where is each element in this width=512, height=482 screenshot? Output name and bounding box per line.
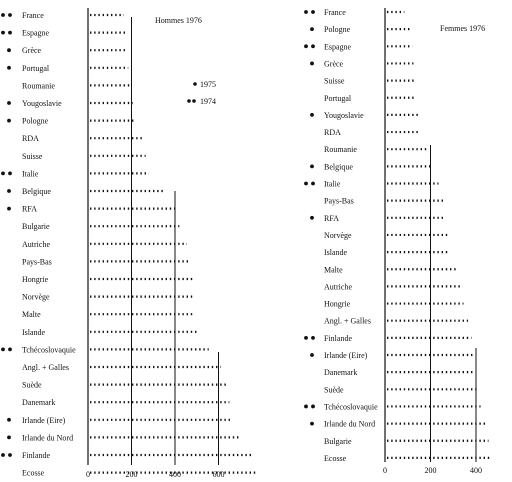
category-label: Islande bbox=[22, 327, 46, 337]
year-marker-dot bbox=[304, 10, 308, 14]
year-marker-dot bbox=[304, 182, 308, 186]
category-label: Bulgarie bbox=[324, 436, 352, 446]
category-label: Italie bbox=[324, 179, 341, 189]
category-label: Italie bbox=[22, 169, 39, 179]
year-marker-dot bbox=[1, 172, 5, 176]
category-label: RFA bbox=[324, 213, 339, 223]
year-marker-dot bbox=[310, 27, 314, 31]
x-tick-label: 0 bbox=[86, 470, 90, 479]
category-label: Roumanie bbox=[22, 81, 55, 91]
category-label: Yougoslavie bbox=[22, 99, 62, 108]
legend-label-1974: 1974 bbox=[200, 97, 216, 106]
category-label: France bbox=[324, 8, 346, 17]
chart-title-hommes: Hommes 1976 bbox=[155, 16, 202, 25]
category-label: Suède bbox=[324, 385, 344, 395]
year-marker-dot bbox=[310, 164, 314, 168]
category-label: Danemark bbox=[22, 398, 56, 408]
category-label: Hongrie bbox=[324, 299, 351, 309]
category-label: Malte bbox=[22, 310, 41, 320]
category-label: Autriche bbox=[324, 282, 352, 292]
x-tick-label: 400 bbox=[470, 466, 482, 475]
legend-label-1975: 1975 bbox=[200, 80, 216, 89]
category-label: Espagne bbox=[22, 28, 50, 38]
year-marker-dot bbox=[8, 31, 12, 35]
chart-title-femmes: Femmes 1976 bbox=[440, 24, 486, 33]
category-label: Portugal bbox=[324, 93, 352, 103]
category-label: Norvège bbox=[22, 292, 50, 302]
year-marker-dot bbox=[311, 10, 315, 14]
category-label: Angl. + Galles bbox=[324, 316, 371, 326]
year-marker-dot bbox=[310, 216, 314, 220]
x-tick-label: 600 bbox=[212, 470, 225, 479]
year-marker-dot bbox=[1, 348, 5, 352]
year-marker-dot bbox=[7, 48, 11, 52]
year-marker-dot bbox=[310, 62, 314, 66]
x-tick-label: 0 bbox=[383, 466, 387, 475]
year-marker-dot bbox=[304, 44, 308, 48]
year-marker-dot bbox=[310, 353, 314, 357]
year-marker-dot bbox=[311, 182, 315, 186]
year-marker-dot bbox=[7, 66, 11, 70]
year-marker-dot bbox=[304, 405, 308, 409]
year-marker-dot bbox=[1, 13, 5, 17]
category-label: Islande bbox=[324, 248, 348, 258]
legend-two-dots-icon bbox=[192, 99, 196, 103]
category-label: Belgique bbox=[22, 187, 51, 196]
category-label: Tchécoslovaquie bbox=[22, 345, 76, 355]
year-marker-dot bbox=[310, 113, 314, 117]
category-label: Ecosse bbox=[22, 468, 45, 478]
category-label: RFA bbox=[22, 204, 37, 214]
category-label: Angl. + Galles bbox=[22, 363, 69, 372]
year-marker-dot bbox=[311, 44, 315, 48]
category-label: Irlande du Nord bbox=[22, 433, 74, 443]
year-marker-dot bbox=[8, 453, 12, 457]
category-label: Pays-Bas bbox=[22, 257, 52, 267]
legend-one-dot-icon bbox=[193, 82, 197, 86]
year-marker-dot bbox=[7, 119, 11, 123]
year-marker-dot bbox=[7, 436, 11, 440]
category-label: Irlande (Eire) bbox=[324, 351, 368, 360]
year-marker-dot bbox=[1, 453, 5, 457]
category-label: Irlande du Nord bbox=[324, 419, 376, 429]
category-label: Ecosse bbox=[324, 453, 347, 463]
category-label: Portugal bbox=[22, 63, 50, 73]
year-marker-dot bbox=[310, 422, 314, 426]
legend-two-dots-icon bbox=[187, 99, 191, 103]
category-label: Hongrie bbox=[22, 275, 49, 284]
category-label: France bbox=[22, 11, 44, 20]
category-label: Tchécoslovaquie bbox=[324, 402, 378, 412]
category-label: Suisse bbox=[22, 151, 43, 161]
year-legend bbox=[187, 80, 216, 106]
category-label: Autriche bbox=[22, 239, 50, 249]
category-label: Finlande bbox=[324, 333, 352, 343]
category-label: Grèce bbox=[22, 46, 42, 56]
category-label: Pays-Bas bbox=[324, 196, 354, 206]
category-label: Yougoslavie bbox=[324, 110, 364, 120]
year-marker-dot bbox=[1, 31, 5, 35]
category-label: RDA bbox=[22, 134, 39, 144]
year-marker-dot bbox=[8, 172, 12, 176]
category-label: Danemark bbox=[324, 368, 358, 378]
year-marker-dot bbox=[7, 207, 11, 211]
x-tick-label: 400 bbox=[169, 470, 181, 479]
year-marker-dot bbox=[7, 189, 11, 193]
year-marker-dot bbox=[7, 101, 11, 105]
year-marker-dot bbox=[311, 336, 315, 340]
category-label: Pologne bbox=[22, 116, 49, 126]
category-label: Pologne bbox=[324, 25, 351, 35]
year-marker-dot bbox=[8, 13, 12, 17]
category-label: Irlande (Eire) bbox=[22, 415, 66, 425]
category-label: Suède bbox=[22, 380, 42, 390]
category-label: Bulgarie bbox=[22, 222, 50, 232]
year-marker-dot bbox=[304, 336, 308, 340]
category-label: RDA bbox=[324, 128, 341, 138]
category-label: Grèce bbox=[324, 59, 344, 69]
category-label: Malte bbox=[324, 265, 343, 275]
year-marker-dot bbox=[7, 418, 11, 422]
category-label: Finlande bbox=[22, 451, 50, 460]
x-tick-label: 200 bbox=[424, 466, 437, 475]
panel-hommes bbox=[1, 8, 256, 479]
category-label: Roumanie bbox=[324, 145, 357, 155]
x-tick-label: 200 bbox=[125, 470, 138, 479]
panel-femmes bbox=[304, 8, 492, 475]
category-label: Norvège bbox=[324, 230, 352, 240]
category-label: Belgique bbox=[324, 162, 353, 172]
category-label: Suisse bbox=[324, 76, 345, 86]
year-marker-dot bbox=[311, 405, 315, 409]
year-marker-dot bbox=[8, 348, 12, 352]
category-label: Espagne bbox=[324, 42, 352, 52]
